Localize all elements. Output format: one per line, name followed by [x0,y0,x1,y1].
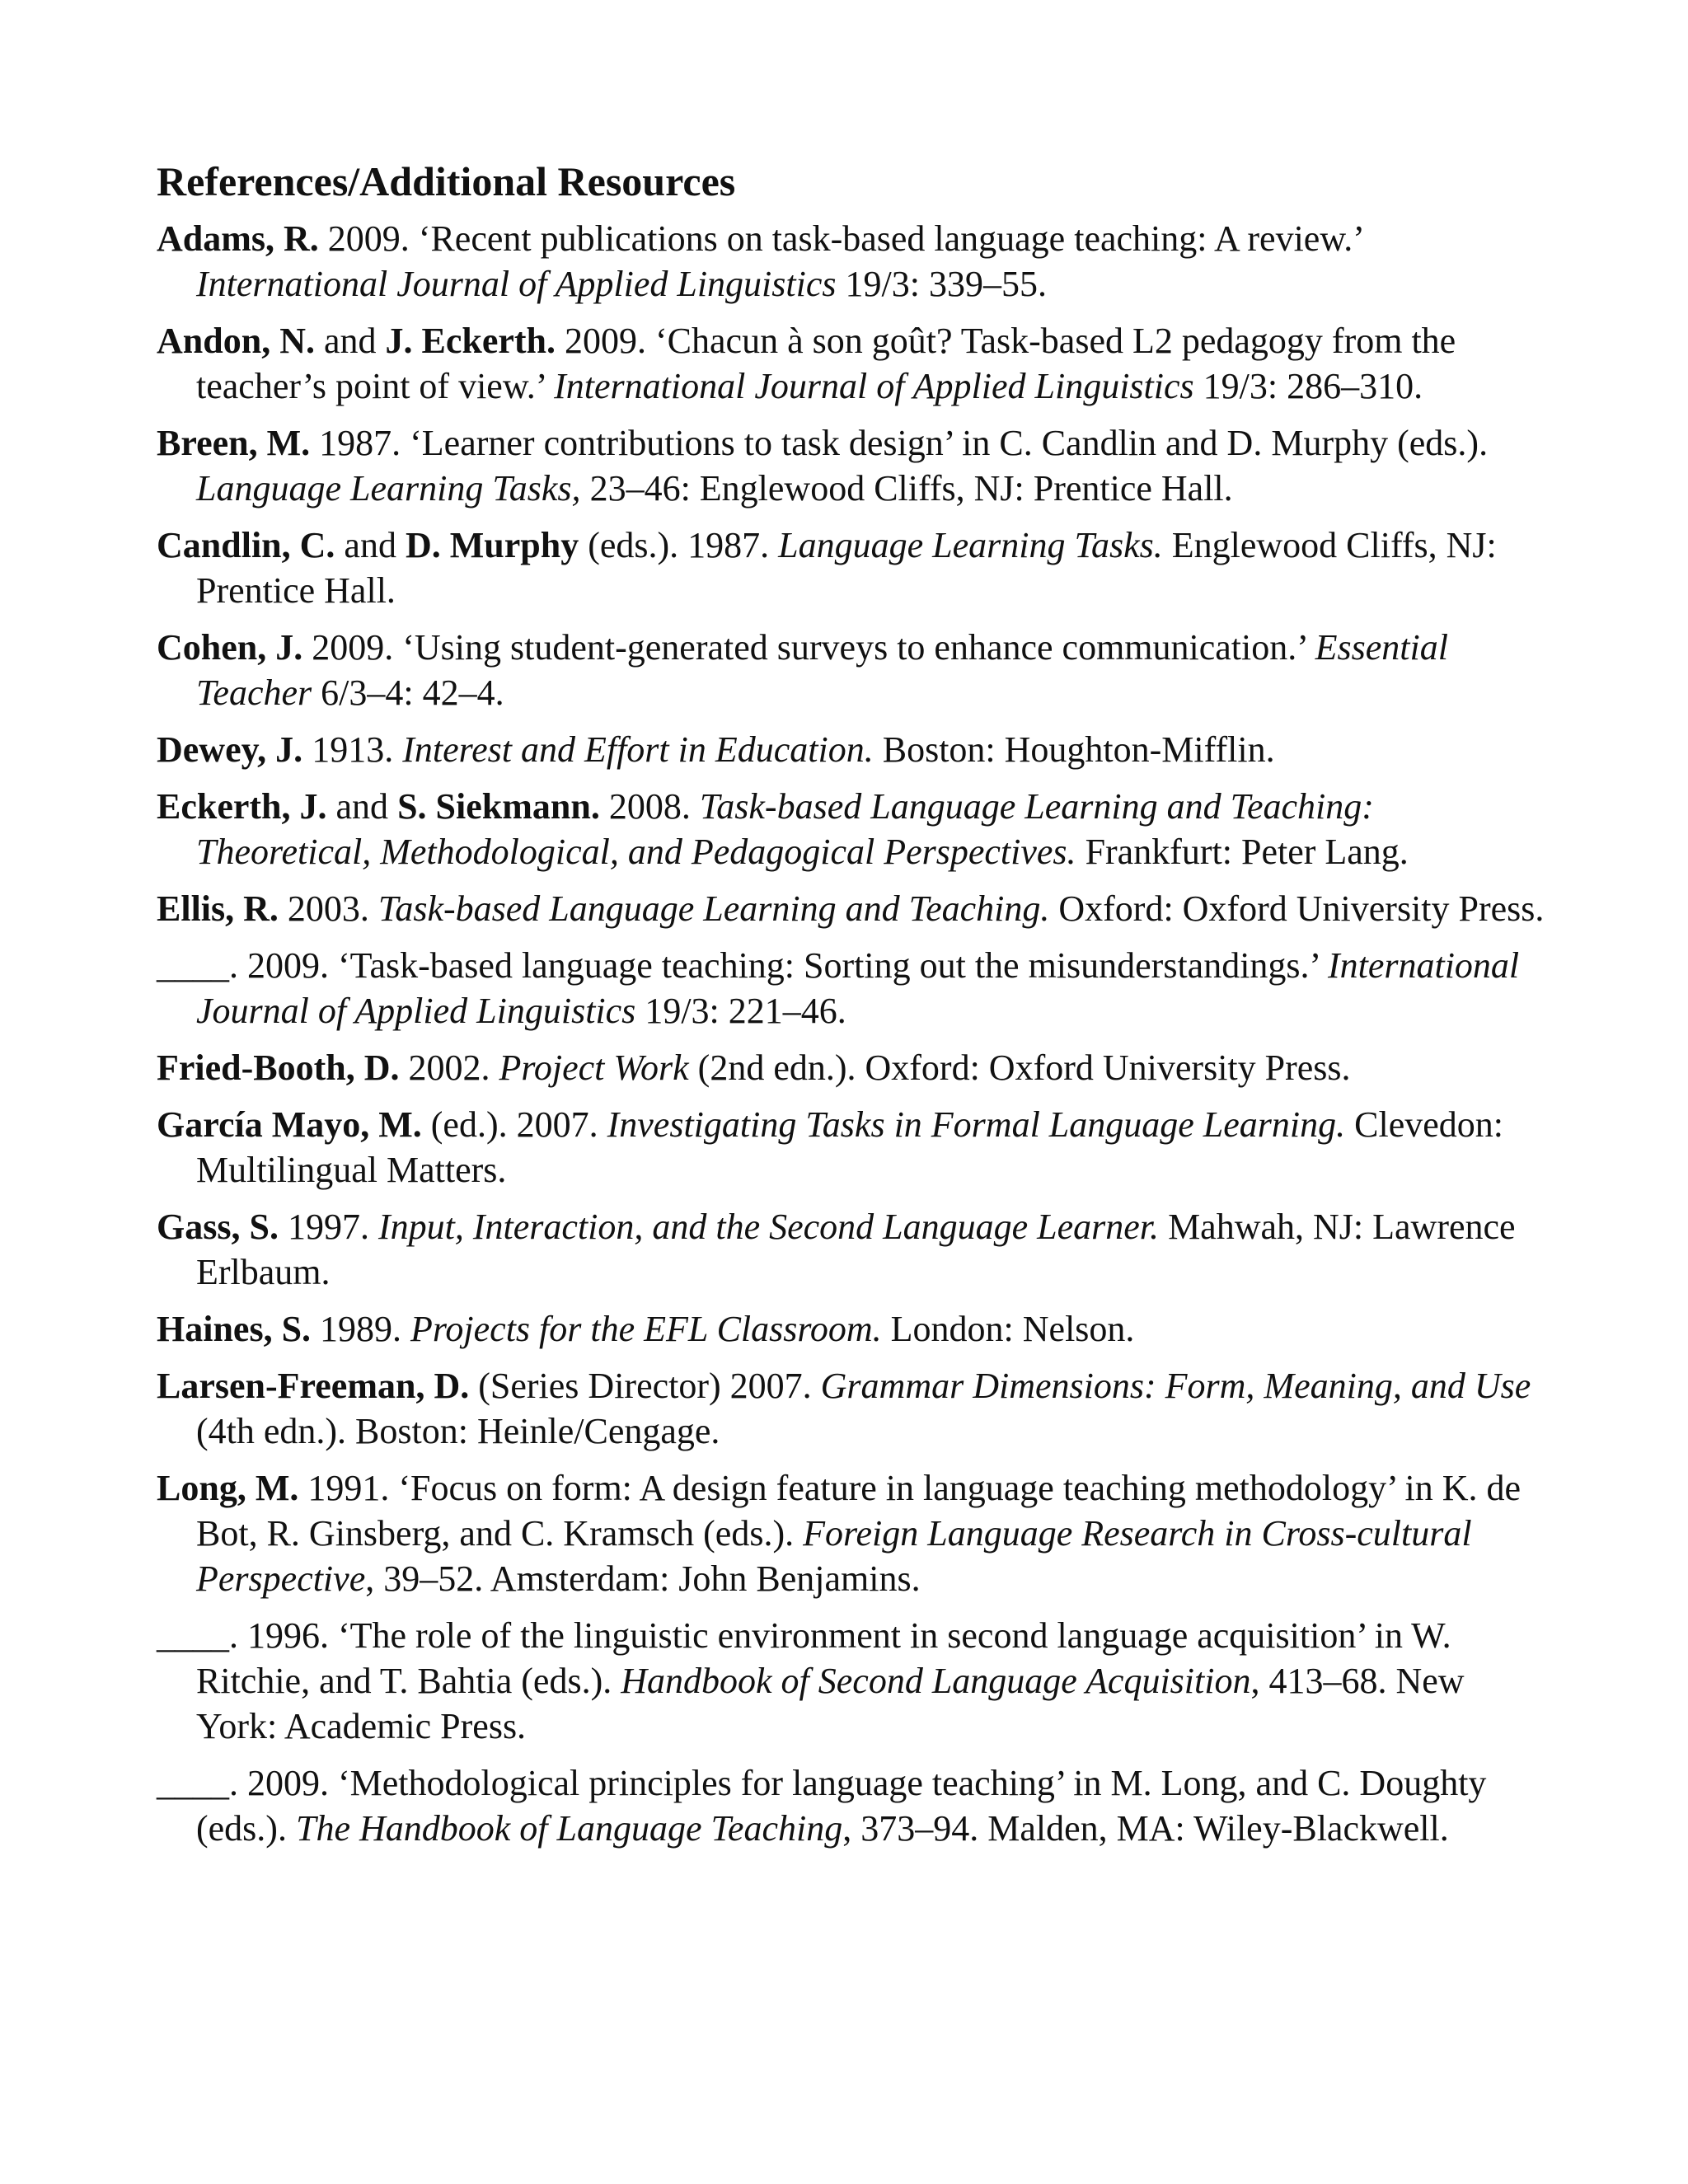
reference-text: (eds.). 1987. [579,525,779,565]
reference-author: Larsen-Freeman, D. [157,1366,470,1406]
reference-text: 2009. ‘Chacun à son goût? Task-based L2 pedagogy from the teacher’s point of view.’ [196,321,1456,406]
reference-author: Ellis, R. [157,888,279,929]
reference-entry [157,943,1550,1033]
reference-author: Gass, S. [157,1207,279,1247]
reference-entry [157,1760,1550,1851]
document-page [157,157,1550,1863]
reference-entry [157,1363,1550,1454]
reference-entry [157,727,1550,772]
reference-text: 2003. [278,888,378,929]
reference-text: Clevedon: Multilingual Matters. [196,1104,1503,1190]
reference-text: and [326,786,398,827]
reference-title: Task-based Language Learning and Teaching: Theoretical, Methodological, and Pedagogical Perspectives. [196,786,1374,872]
reference-title: International Journal of Applied Linguistics [554,366,1194,406]
reference-text: (Series Director) 2007. [469,1366,821,1406]
reference-text: , 413–68. New York: Academic Press. [196,1661,1465,1746]
reference-title: Essential Teacher [196,627,1448,713]
reference-entry [157,1045,1550,1090]
reference-text: 1989. [311,1309,411,1349]
reference-title: Project Work [499,1047,689,1088]
reference-text: 2009. ‘Using student-generated surveys to enhance communication.’ [302,627,1315,668]
reference-entry [157,1613,1550,1749]
reference-title: Language Learning Tasks. [778,525,1163,565]
reference-text: 6/3–4: 42–4. [312,673,504,713]
reference-text: ____. 1996. ‘The role of the linguistic environment in second language acquisition’ in W. Ritchie, and T. Bahtia (eds.). [157,1615,1451,1701]
reference-text: Mahwah, NJ: Lawrence Erlbaum. [196,1207,1516,1292]
reference-text: ____. 2009. ‘Task-based language teaching: Sorting out the misunderstandings.’ [157,945,1328,986]
reference-entry [157,216,1550,307]
reference-entry [157,318,1550,409]
reference-text: 2008. [599,786,700,827]
reference-list [157,216,1550,1851]
reference-title: Grammar Dimensions: Form, Meaning, and Use [820,1366,1531,1406]
reference-author: S. Siekmann. [397,786,600,827]
reference-entry [157,784,1550,874]
reference-text: Englewood Cliffs, NJ: Prentice Hall. [196,525,1497,611]
reference-author: Andon, N. [157,321,315,361]
reference-text: Boston: Houghton-Mifflin. [873,729,1275,770]
reference-author: Adams, R. [157,218,319,259]
reference-author: Long, M. [157,1468,299,1508]
reference-entry [157,625,1550,715]
reference-author: J. Eckerth. [385,321,556,361]
reference-author: Dewey, J. [157,729,303,770]
reference-entry [157,1204,1550,1295]
reference-title: Interest and Effort in Education. [402,729,874,770]
reference-text: Frankfurt: Peter Lang. [1076,832,1409,872]
reference-author: García Mayo, M. [157,1104,422,1145]
reference-author: Eckerth, J. [157,786,327,827]
reference-entry [157,523,1550,613]
reference-text: ____. 2009. ‘Methodological principles for language teaching’ in M. Long, and C. Doughty (eds.). [157,1763,1487,1849]
reference-text: (ed.). 2007. [421,1104,607,1145]
reference-text: 1997. [278,1207,378,1247]
reference-entry [157,1306,1550,1352]
reference-author: Breen, M. [157,423,311,463]
reference-author: Haines, S. [157,1309,312,1349]
reference-title: Input, Interaction, and the Second Language Learner. [377,1207,1160,1247]
reference-title: International Journal of Applied Linguistics [196,264,837,304]
reference-text: 2009. ‘Recent publications on task-based language teaching: A review.’ [318,218,1362,259]
reference-title: Language Learning Tasks, [196,468,581,509]
reference-title: Handbook of Second Language Acquisition [621,1661,1251,1701]
reference-text: 2002. [399,1047,499,1088]
reference-author: D. Murphy [405,525,579,565]
reference-text: Oxford: Oxford University Press. [1049,888,1545,929]
reference-text: 19/3: 339–55. [836,264,1047,304]
reference-title: The Handbook of Language Teaching [295,1808,843,1849]
reference-author: Fried-Booth, D. [157,1047,400,1088]
reference-title: Investigating Tasks in Formal Language Learning. [607,1104,1346,1145]
reference-text: 19/3: 286–310. [1193,366,1423,406]
reference-text: (2nd edn.). Oxford: Oxford University Press. [688,1047,1351,1088]
reference-text: 19/3: 221–46. [635,991,846,1031]
reference-text: 1987. ‘Learner contributions to task design’ in C. Candlin and D. Murphy (eds.). [310,423,1489,463]
reference-text: (4th edn.). Boston: Heinle/Cengage. [196,1411,720,1451]
reference-author: Cohen, J. [157,627,303,668]
reference-title: Task-based Language Learning and Teaching. [377,888,1050,929]
reference-entry [157,420,1550,511]
reference-title: International Journal of Applied Linguistics [196,945,1520,1031]
reference-text: 23–46: Englewood Cliffs, NJ: Prentice Hall. [580,468,1233,509]
page-title: References/Additional Resources [157,158,736,204]
reference-title: Foreign Language Research in Cross-cultural Perspective [196,1513,1472,1599]
reference-text: 1991. ‘Focus on form: A design feature in language teaching methodology’ in K. de Bot, R. Ginsberg, and C. Kramsch (eds.). [196,1468,1521,1554]
reference-entry [157,1102,1550,1193]
reference-entry [157,886,1550,931]
reference-text: and [335,525,406,565]
reference-title: Projects for the EFL Classroom. [410,1309,882,1349]
reference-text: 1913. [302,729,403,770]
reference-text: and [314,321,386,361]
reference-text: , 39–52. Amsterdam: John Benjamins. [365,1558,921,1599]
reference-text: , 373–94. Malden, MA: Wiley-Blackwell. [842,1808,1449,1849]
reference-author: Candlin, C. [157,525,335,565]
reference-text: London: Nelson. [881,1309,1135,1349]
reference-entry [157,1465,1550,1601]
